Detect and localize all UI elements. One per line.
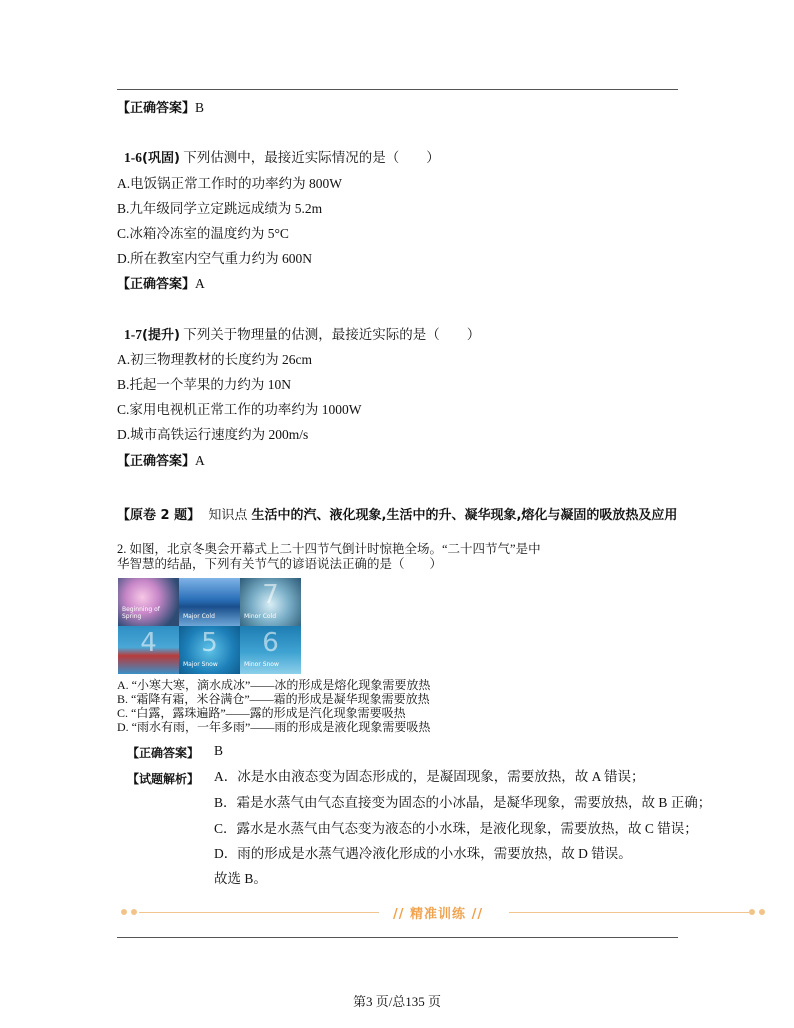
answer-value: A <box>195 453 205 468</box>
option-c: C.冰箱冷冻室的温度约为 5°C <box>117 226 289 241</box>
answer-label: 【正确答案】 <box>117 454 196 469</box>
question-2-stem-line2: 华智慧的结晶，下列有关节气的谚语说法正确的是（ ） <box>117 557 443 571</box>
option-d: D. “雨水有雨，一年多雨”——雨的形成是液化现象需要吸热 <box>117 720 431 734</box>
option-d: D.城市高铁运行速度约为 200m/s <box>117 427 309 442</box>
question-1-6-stem <box>124 149 440 168</box>
analysis-label: 【试题解析】 <box>127 772 200 786</box>
option-b: B.九年级同学立定跳远成绩为 5.2m <box>117 201 323 216</box>
analysis-line: B．霜是水蒸气由气态直接变为固态的小冰晶，是凝华现象，需要放热，故 B 正确； <box>214 795 712 810</box>
question-number: 1-7 <box>124 327 142 342</box>
tile-caption: Major Snow <box>183 661 218 668</box>
image-tile <box>179 578 240 626</box>
knowledge-point-text: 生活中的汽、液化现象,生活中的升、凝华现象,熔化与凝固的吸放热及应用 <box>251 508 678 523</box>
answer-value: A <box>195 276 205 291</box>
banner-dot <box>749 909 755 915</box>
tile-caption: Beginning of Spring <box>122 606 160 620</box>
banner-line-left <box>139 912 379 913</box>
banner-dot <box>759 909 765 915</box>
option-a: A. “小寒大寒，滴水成冰”——冰的形成是熔化现象需要放热 <box>117 678 431 692</box>
option-a: A.初三物理教材的长度约为 26cm <box>117 352 312 367</box>
tile-caption: Minor Cold <box>244 613 277 620</box>
analysis-line: C．露水是水蒸气由气态变为液态的小水珠，是液化现象，需要放热，故 C 错误； <box>214 821 698 836</box>
knowledge-point-label: 知识点 <box>208 508 248 523</box>
tile-caption: Minor Snow <box>244 661 279 668</box>
answer-label: 【正确答案】 <box>117 277 196 292</box>
option-c: C.家用电视机正常工作的功率约为 1000W <box>117 402 362 417</box>
answer-value: B <box>214 743 224 758</box>
image-tile <box>240 626 301 674</box>
section-banner <box>117 903 767 921</box>
solar-terms-image <box>118 578 301 674</box>
prev-answer <box>117 99 204 118</box>
option-b: B.托起一个苹果的力约为 10N <box>117 377 292 392</box>
banner-title-text: 精准训练 <box>410 907 467 922</box>
image-tile <box>179 626 240 674</box>
banner-deco-icon: // <box>393 907 405 922</box>
banner-deco-icon: // <box>471 907 484 922</box>
question-tag: (巩固) <box>142 151 180 166</box>
banner-dot <box>121 909 127 915</box>
image-tile <box>240 578 301 626</box>
tile-number: 6 <box>262 628 279 658</box>
option-d: D.所在教室内空气重力约为 600N <box>117 251 312 266</box>
analysis-line: 故选 B。 <box>214 871 267 886</box>
question-text: 下列估测中，最接近实际情况的是（ ） <box>183 150 440 165</box>
analysis-line: A．冰是水由液态变为固态形成的，是凝固现象，需要放热，故 A 错误； <box>214 769 645 784</box>
option-c: C. “白露，露珠遍路”——露的形成是汽化现象需要吸热 <box>117 706 406 720</box>
tile-number: 7 <box>262 580 279 610</box>
answer-label: 【正确答案】 <box>117 101 196 116</box>
question-1-7-stem <box>124 326 480 345</box>
image-tile <box>118 626 179 674</box>
analysis-line: D．雨的形成是水蒸气遇冷液化形成的小水珠，需要放热，故 D 错误。 <box>214 846 632 861</box>
image-tile <box>118 578 179 626</box>
tile-caption: Major Cold <box>183 613 215 620</box>
banner-title <box>393 903 483 922</box>
section-header <box>117 507 677 525</box>
header-rule <box>117 89 678 90</box>
answer-label: 【正确答案】 <box>127 746 200 760</box>
tile-number: 4 <box>140 628 157 658</box>
section-source: 【原卷 2 题】 <box>117 508 201 523</box>
answer-value: B <box>195 100 205 115</box>
question-2-stem-line1: 2. 如图，北京冬奥会开幕式上二十四节气倒计时惊艳全场。“二十四节气”是中 <box>117 542 541 556</box>
question-1-6-answer <box>117 275 205 294</box>
question-text: 下列关于物理量的估测，最接近实际的是（ ） <box>183 327 481 342</box>
option-b: B. “霜降有霜，米谷满仓”——霜的形成是凝华现象需要放热 <box>117 692 430 706</box>
question-1-7-answer <box>117 452 205 471</box>
page-number: 第3 页/总135 页 <box>352 994 442 1009</box>
banner-line-right <box>509 912 749 913</box>
banner-dot <box>131 909 137 915</box>
question-tag: (提升) <box>142 328 180 343</box>
question-number: 1-6 <box>124 150 142 165</box>
footer-rule <box>117 937 678 938</box>
tile-number: 5 <box>201 628 218 658</box>
option-a: A.电饭锅正常工作时的功率约为 800W <box>117 176 342 191</box>
